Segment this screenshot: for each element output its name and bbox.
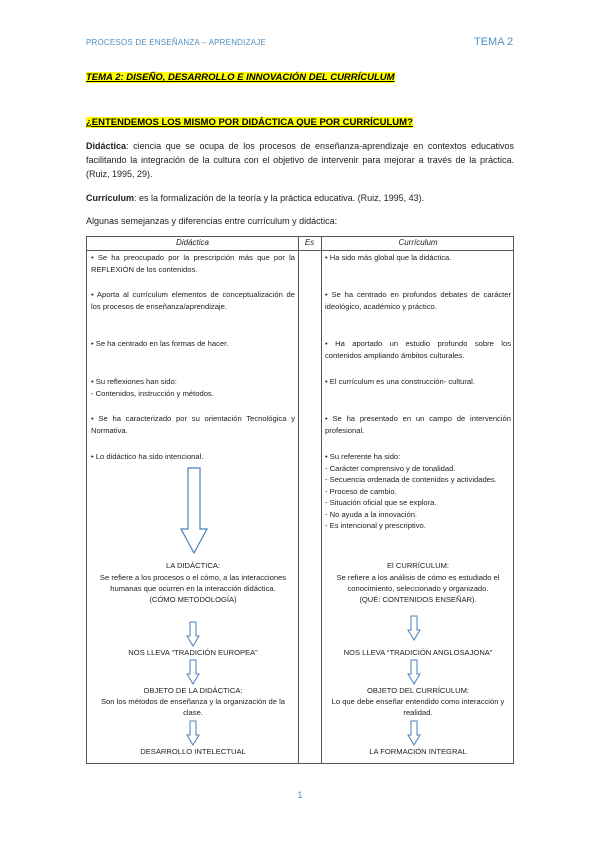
column-header-didactica: Didáctica <box>176 238 209 247</box>
down-arrow-icon <box>407 720 421 746</box>
desarrollo-intelectual: DESARROLLO INTELECTUAL <box>140 747 246 756</box>
didactica-item: • Lo didáctico ha sido intencional. <box>91 452 204 461</box>
comparison-table <box>86 236 514 764</box>
objeto-curriculum-desc: Lo que debe enseñar entendido como interacción y realidad. <box>331 697 505 717</box>
page-number: 1 <box>297 790 303 800</box>
didactica-item: • Se ha preocupado por la prescripción más que por la REFLEXIÓN de los contenidos. <box>91 253 295 274</box>
curriculum-item: • Se ha presentado en un campo de intervención profesional. <box>325 414 511 435</box>
running-header: PROCESOS DE ENSEÑANZA – APRENDIZAJE <box>86 38 266 47</box>
objeto-curriculum-title: OBJETO DEL CURRÍCULUM: <box>366 686 470 695</box>
curriculum-item: • El currículum es una construcción- cultural. <box>325 377 475 386</box>
didactica-item: • Su reflexiones han sido: - Contenidos, instrucción y métodos. <box>91 377 214 398</box>
formacion-integral: LA FORMACIÓN INTEGRAL <box>369 747 467 756</box>
curriculum-description: Se refiere a los análisis de cómo es estudiado el conocimiento, seleccionado y organizado. (QUÉ: CONTENIDOS ENSEÑAR). <box>336 573 500 604</box>
didactica-description: Se refiere a los procesos o el cómo, a las interacciones humanas que ocurren en la interacción didáctica. (CÓMO METODOLOGÍA) <box>99 573 287 604</box>
curriculum-heading: El CURRÍCULUM: <box>386 561 450 570</box>
objeto-didactica-desc: Son los métodos de enseñanza y la organización de la clase. <box>100 697 286 717</box>
definition-didactica: Didáctica: ciencia que se ocupa de los procesos de enseñanza-aprendizaje en contextos educativos facilitando la integración de la cultura con el objetivo de intervenir para mejorar a través de la práctica. (Ruiz, 1995, 29). <box>86 141 514 179</box>
down-arrow-icon <box>407 615 421 641</box>
tradicion-anglosajona: NOS LLEVA “TRADICIÓN ANGLOSAJONA” <box>343 648 493 657</box>
curriculum-item: • Ha sido más global que la didáctica. <box>325 253 452 262</box>
curriculum-item: • Se ha centrado en profundos debates de carácter ideológico, académico y práctico. <box>325 290 511 311</box>
section-heading: ¿ENTENDEMOS LOS MISMO POR DIDÁCTICA QUE POR CURRÍCULUM? <box>86 117 413 128</box>
tradicion-europea: NOS LLEVA “TRADICIÓN EUROPEA” <box>128 648 258 657</box>
down-arrow-icon <box>407 659 421 685</box>
definition-curriculum: Currículum: es la formalización de la teoría y la práctica educativa. (Ruiz, 1995, 43). <box>86 193 425 203</box>
column-header-curriculum: Currículum <box>398 238 438 247</box>
objeto-didactica-title: OBJETO DE LA DIDÁCTICA: <box>143 686 243 695</box>
didactica-item: • Se ha caracterizado por su orientación Tecnológica y Normativa. <box>91 414 295 435</box>
curriculum-item: • Ha aportado un estudio profundo sobre los contenidos ampliando ámbitos culturales. <box>325 339 511 360</box>
down-arrow-icon <box>186 720 200 746</box>
down-arrow-icon <box>186 659 200 685</box>
table-intro: Algunas semejanzas y diferencias entre currículum y didáctica: <box>86 216 338 226</box>
chapter-label: TEMA 2 <box>474 36 514 48</box>
column-header-es: Es <box>304 238 315 247</box>
curriculum-item: • Su referente ha sido: - Carácter comprensivo y de tonalidad. - Secuencia ordenada de contenidos y actividades. - Proceso de cambio. - Situación oficial que se explora. - No ayuda a la innovación. - Es intencional y prescriptivo. <box>325 452 497 530</box>
page-title: TEMA 2: DISEÑO, DESARROLLO E INNOVACIÓN DEL CURRÍCULUM <box>86 72 395 83</box>
didactica-heading: LA DIDÁCTICA: <box>165 561 220 570</box>
didactica-item: • Aporta al currículum elementos de conceptualización de los procesos de enseñanza/aprendizaje. <box>91 290 295 311</box>
down-arrow-icon <box>186 621 200 647</box>
down-arrow-icon <box>180 467 208 555</box>
didactica-item: • Se ha centrado en las formas de hacer. <box>91 339 229 348</box>
